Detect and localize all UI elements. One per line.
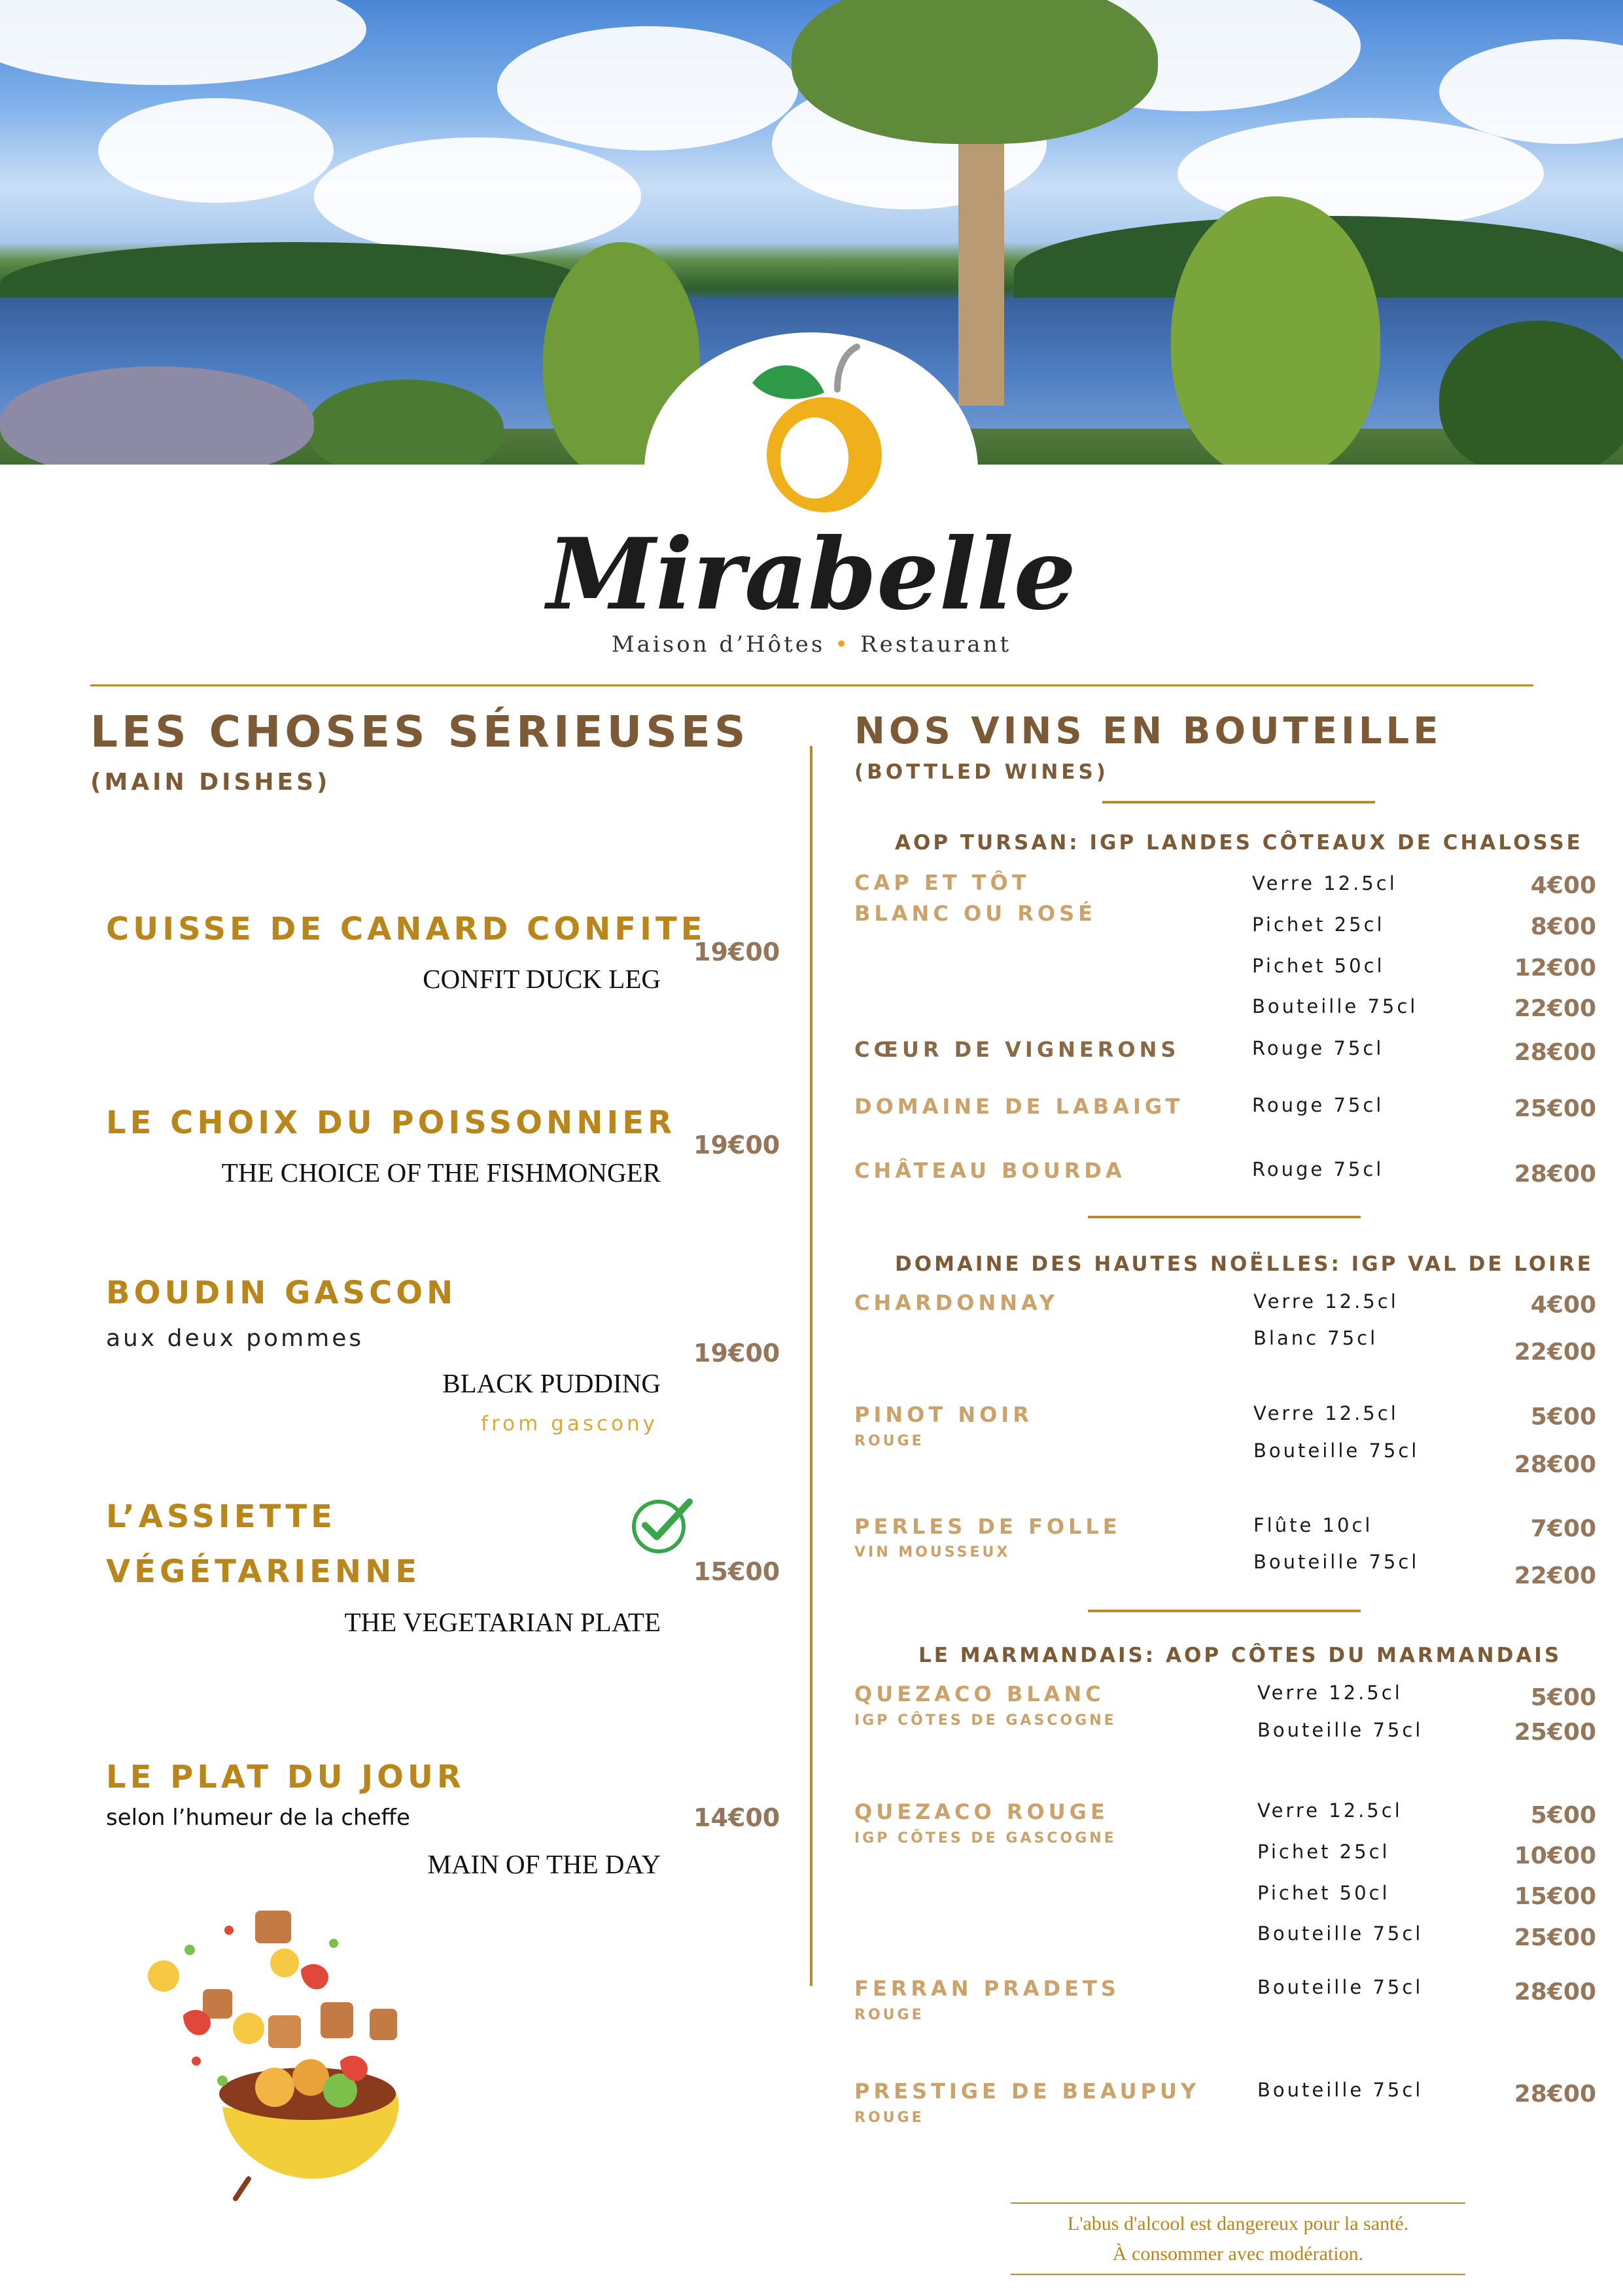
dish-name: LE PLAT DU JOUR	[106, 1759, 465, 1795]
wine-volume: Rouge 75cl	[1252, 1037, 1384, 1059]
wine-price: 5€00	[1530, 1404, 1596, 1430]
wine-volume: Bouteille 75cl	[1257, 1976, 1423, 1998]
dish-detail: aux deux pommes	[106, 1325, 364, 1352]
wine-name: CHARDONNAY	[854, 1290, 1058, 1315]
dish-english: MAIN OF THE DAY	[427, 1849, 661, 1879]
wine-price: 4€00	[1530, 872, 1596, 899]
wine-price: 10€00	[1514, 1843, 1596, 1869]
dish-price: 19€00	[693, 1131, 780, 1159]
wine-price: 22€00	[1514, 1563, 1596, 1589]
wine-group-heading: DOMAINE DES HAUTES NOËLLES: IGP VAL DE LOIRE	[895, 1252, 1594, 1276]
wine-volume: Bouteille 75cl	[1257, 2079, 1423, 2101]
vegetarian-check-icon	[629, 1495, 693, 1554]
main-subtitle: (MAIN DISHES)	[90, 769, 331, 796]
wine-title: NOS VINS EN BOUTEILLE	[854, 710, 1442, 752]
dish-english: THE VEGETARIAN PLATE	[344, 1607, 661, 1637]
wine-name: PERLES DE FOLLE	[854, 1514, 1121, 1539]
section-rule	[1088, 1610, 1361, 1612]
notice-rule-bottom	[1011, 2274, 1465, 2275]
dish-english: THE CHOICE OF THE FISHMONGER	[221, 1157, 661, 1188]
dish-name-line1: L’ASSIETTE	[106, 1498, 336, 1535]
wine-price: 22€00	[1514, 995, 1596, 1022]
dish-price: 14€00	[693, 1803, 780, 1832]
wine-price: 28€00	[1514, 2081, 1596, 2108]
wine-subtitle-line: IGP CÔTES DE GASCOGNE	[854, 1830, 1117, 1846]
wine-price: 28€00	[1514, 1039, 1596, 1066]
wine-price: 25€00	[1514, 1924, 1596, 1951]
column-divider	[810, 746, 812, 1986]
wine-volume: Bouteille 75cl	[1252, 995, 1418, 1017]
wine-volume: Bouteille 75cl	[1253, 1551, 1420, 1573]
dish-name: LE CHOIX DU POISSONNIER	[106, 1104, 676, 1141]
wine-volume: Pichet 50cl	[1257, 1882, 1390, 1904]
notice-rule-top	[1011, 2202, 1465, 2204]
wine-volume: Bouteille 75cl	[1257, 1922, 1423, 1945]
wine-subtitle-line: ROUGE	[854, 1433, 924, 1449]
wine-price: 28€00	[1514, 1451, 1596, 1478]
wine-volume: Bouteille 75cl	[1253, 1439, 1420, 1462]
wine-name: DOMAINE DE LABAIGT	[854, 1094, 1184, 1119]
wine-volume: Pichet 25cl	[1257, 1841, 1390, 1863]
wine-volume: Flûte 10cl	[1253, 1514, 1373, 1536]
wine-name: PRESTIGE DE BEAUPUY	[854, 2079, 1200, 2104]
section-rule	[1102, 801, 1375, 804]
wine-volume: Verre 12.5cl	[1257, 1799, 1403, 1822]
brand-name: Mirabelle	[547, 517, 1076, 632]
wine-name-line2: BLANC OU ROSÉ	[854, 901, 1097, 926]
main-title: LES CHOSES SÉRIEUSES	[90, 707, 750, 757]
wine-price: 15€00	[1514, 1883, 1596, 1910]
wine-price: 12€00	[1514, 955, 1596, 981]
plum-logo-icon	[739, 344, 896, 520]
wine-subtitle-line: IGP CÔTES DE GASCOGNE	[854, 1712, 1117, 1729]
header-divider	[90, 684, 1533, 686]
alcohol-notice-line2: À consommer avec modération.	[1112, 2243, 1364, 2265]
wine-price: 28€00	[1514, 1979, 1596, 2005]
brand-tagline	[0, 631, 1623, 658]
section-rule	[1088, 1216, 1361, 1218]
wine-price: 5€00	[1530, 1802, 1596, 1829]
dish-detail: selon l’humeur de la cheffe	[106, 1805, 410, 1831]
dish-english-detail: from gascony	[481, 1412, 658, 1436]
wine-name: CHÂTEAU BOURDA	[854, 1158, 1126, 1183]
wine-price: 7€00	[1530, 1515, 1596, 1542]
wine-volume: Verre 12.5cl	[1253, 1290, 1399, 1313]
wine-name: PINOT NOIR	[854, 1402, 1033, 1427]
wine-price: 5€00	[1530, 1684, 1596, 1711]
alcohol-notice-line1: L'abus d'alcool est dangereux pour la santé.	[1067, 2213, 1409, 2234]
wine-volume: Pichet 25cl	[1252, 913, 1385, 936]
wine-subtitle: (BOTTLED WINES)	[854, 760, 1109, 784]
wine-volume: Blanc 75cl	[1253, 1327, 1378, 1349]
wine-volume: Verre 12.5cl	[1252, 872, 1397, 894]
wine-price: 28€00	[1514, 1161, 1596, 1188]
wine-volume: Verre 12.5cl	[1253, 1402, 1399, 1424]
food-bowl-illustration	[144, 1891, 438, 2205]
wine-price: 25€00	[1514, 1719, 1596, 1746]
dish-name: CUISSE DE CANARD CONFITE	[106, 911, 707, 947]
dish-name-line2: VÉGÉTARIENNE	[106, 1553, 421, 1590]
wine-name: FERRAN PRADETS	[854, 1976, 1120, 2001]
tagline-separator: •	[835, 631, 851, 658]
wine-volume: Pichet 50cl	[1252, 955, 1385, 977]
tagline-restaurant: Restaurant	[860, 631, 1012, 658]
wine-group-heading: AOP TURSAN: IGP LANDES CÔTEAUX DE CHALOSSE	[895, 831, 1583, 855]
wine-subtitle-line: VIN MOUSSEUX	[854, 1544, 1011, 1561]
dish-name: BOUDIN GASCON	[106, 1275, 457, 1311]
dish-price: 15€00	[693, 1557, 780, 1586]
wine-subtitle-line: ROUGE	[854, 2007, 924, 2023]
wine-subtitle-line: ROUGE	[854, 2110, 924, 2126]
wine-price: 22€00	[1514, 1339, 1596, 1366]
dish-english: CONFIT DUCK LEG	[423, 964, 661, 994]
wine-price: 25€00	[1514, 1095, 1596, 1122]
wine-price: 4€00	[1530, 1292, 1596, 1318]
dish-price: 19€00	[693, 938, 780, 966]
dish-english: BLACK PUDDING	[442, 1368, 661, 1398]
wine-name: QUEZACO ROUGE	[854, 1799, 1109, 1824]
tagline-house: Maison d’Hôtes	[611, 631, 826, 658]
wine-group-heading: LE MARMANDAIS: AOP CÔTES DU MARMANDAIS	[918, 1644, 1562, 1667]
wine-volume: Rouge 75cl	[1252, 1158, 1384, 1180]
wine-name: CŒUR DE VIGNERONS	[854, 1037, 1180, 1062]
wine-volume: Verre 12.5cl	[1257, 1682, 1403, 1704]
dish-price: 19€00	[693, 1339, 780, 1368]
wine-name-line1: CAP ET TÔT	[854, 870, 1030, 895]
wine-name: QUEZACO BLANC	[854, 1682, 1105, 1706]
wine-volume: Rouge 75cl	[1252, 1094, 1384, 1116]
wine-volume: Bouteille 75cl	[1257, 1719, 1423, 1741]
wine-price: 8€00	[1530, 913, 1596, 940]
